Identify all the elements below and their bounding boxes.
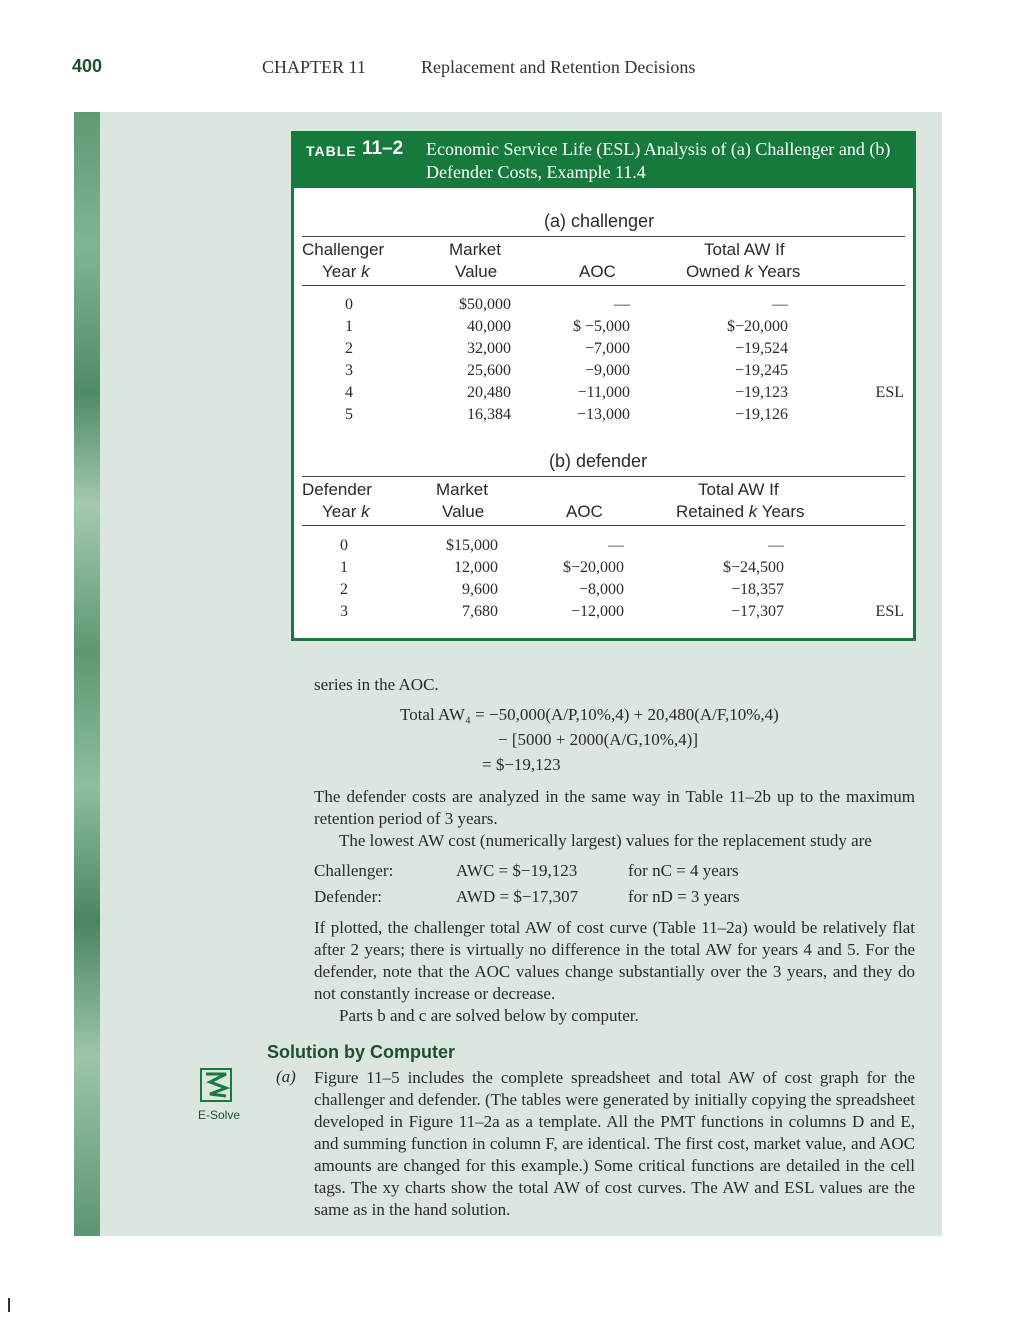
cell-total-aw: −19,245	[734, 362, 788, 379]
challenger-section-title: (a) challenger	[544, 211, 655, 231]
cell-aoc: $ −5,000	[572, 318, 630, 335]
cell-aoc: —	[608, 537, 624, 554]
text-line: series in the AOC.	[314, 675, 439, 694]
cell-market-value: 40,000	[467, 318, 511, 335]
cell-year: 2	[345, 340, 353, 357]
cell-year: 1	[340, 559, 348, 576]
rule-line	[302, 476, 905, 477]
solution-heading: Solution by Computer	[267, 1042, 455, 1062]
cell-year: 4	[345, 384, 353, 401]
esolve-label: E-Solve	[198, 1108, 241, 1122]
decorative-leaf-strip	[74, 112, 100, 1236]
cell-total-aw: −19,123	[734, 384, 788, 401]
table-number: 11–2	[362, 138, 404, 159]
cell-total-aw: −19,126	[734, 406, 788, 423]
header-market-value: Market Value	[449, 240, 501, 281]
cell-year: 1	[345, 318, 353, 335]
challenger-life: for nC = 4 years	[628, 861, 739, 880]
cell-total-aw: $−20,000	[726, 318, 788, 335]
cell-esl-note: ESL	[875, 384, 904, 401]
cell-market-value: 16,384	[467, 406, 511, 423]
cell-aoc: −7,000	[584, 340, 630, 357]
paragraph: If plotted, the challenger total AW of cost curve (Table 11–2a) would be relatively flat after 2 years; there is virtually no difference in the total AW for years 4 and 5. For the defender, note that the AOC values change substantially over the 3 years, and they do not constantly increase or decrease.	[314, 918, 915, 1003]
table-header-bar	[294, 134, 913, 188]
header-aoc: AOC	[579, 262, 616, 281]
cell-year: 3	[345, 362, 353, 379]
paragraph: Figure 11–5 includes the complete spreadsheet and total AW of cost graph for the challenger and defender. (The tables were generated by initially copying the spreadsheet developed in Figure 11–2a as a template. All the PMT functions in columns D and E, and summing function in column F, are identical. The first cost, market value, and AOC amounts are changed for this example.) Some critical functions are detailed in the cell tags. The xy charts show the total AW of cost curves. The AW and ESL values are the same as in the hand solution.	[314, 1068, 915, 1219]
cell-total-aw: $−24,500	[722, 559, 784, 576]
header-defender-year: Defender Year k	[302, 480, 372, 521]
equation-line-3: = $−19,123	[482, 755, 561, 774]
rule-line	[302, 236, 905, 237]
esolve-icon	[200, 1068, 232, 1102]
challenger-label: Challenger:	[314, 861, 394, 880]
cell-aoc: $−20,000	[562, 559, 624, 576]
cell-total-aw: −18,357	[730, 581, 784, 598]
cell-market-value: 20,480	[467, 384, 511, 401]
header-total-aw-retained: Total AW If Retained k Years	[676, 480, 805, 521]
paragraph: The defender costs are analyzed in the same way in Table 11–2b up to the maximum retention period of 3 years.	[314, 787, 915, 828]
cell-total-aw: —	[768, 537, 784, 554]
cell-year: 3	[340, 603, 348, 620]
chapter-label: CHAPTER 11	[262, 57, 366, 77]
table-caption: Economic Service Life (ESL) Analysis of (a) Challenger and (b) Defender Costs, Example 11.4	[426, 139, 891, 182]
table-label: TABLE	[306, 143, 357, 159]
header-market-value: Market Value	[436, 480, 488, 521]
rule-line	[302, 525, 905, 526]
cell-market-value: 12,000	[454, 559, 498, 576]
cell-year: 0	[340, 537, 348, 554]
cell-market-value: 25,600	[467, 362, 511, 379]
cell-market-value: $50,000	[459, 296, 511, 313]
paragraph: Parts b and c are solved below by computer.	[339, 1006, 639, 1025]
cell-market-value: $15,000	[446, 537, 498, 554]
challenger-aw-value: AWC = $−19,123	[456, 861, 578, 880]
equation-line-2: − [5000 + 2000(A/G,10%,4)]	[498, 730, 699, 749]
rule-line	[302, 285, 905, 286]
cell-market-value: 9,600	[462, 581, 498, 598]
defender-section-title: (b) defender	[549, 451, 648, 471]
cell-esl-note: ESL	[875, 603, 904, 620]
defender-aw-value: AWD = $−17,307	[456, 887, 579, 906]
chapter-title: Replacement and Retention Decisions	[421, 57, 696, 77]
margin-mark	[8, 1298, 10, 1312]
cell-year: 2	[340, 581, 348, 598]
header-challenger-year: Challenger Year k	[302, 240, 385, 281]
cell-market-value: 32,000	[467, 340, 511, 357]
paragraph: The lowest AW cost (numerically largest) values for the replacement study are	[339, 831, 872, 850]
cell-market-value: 7,680	[462, 603, 498, 620]
cell-total-aw: −19,524	[734, 340, 788, 357]
cell-aoc: −12,000	[570, 603, 624, 620]
cell-aoc: −13,000	[576, 406, 630, 423]
defender-life: for nD = 3 years	[628, 887, 740, 906]
cell-year: 0	[345, 296, 353, 313]
header-total-aw-owned: Total AW If Owned k Years	[686, 240, 801, 281]
defender-label: Defender:	[314, 887, 382, 906]
cell-aoc: −11,000	[577, 384, 630, 401]
header-aoc: AOC	[566, 502, 603, 521]
equation-line-1: Total AW₄ = −50,000(A/P,10%,4) + 20,480(A/F,10%,4)	[400, 705, 779, 724]
cell-total-aw: −17,307	[730, 603, 784, 620]
cell-total-aw: —	[772, 296, 788, 313]
table-11-2	[291, 131, 916, 641]
cell-aoc: —	[614, 296, 630, 313]
list-marker: (a)	[276, 1067, 296, 1086]
cell-aoc: −9,000	[584, 362, 630, 379]
cell-aoc: −8,000	[578, 581, 624, 598]
cell-year: 5	[345, 406, 353, 423]
page-number: 400	[72, 56, 103, 76]
